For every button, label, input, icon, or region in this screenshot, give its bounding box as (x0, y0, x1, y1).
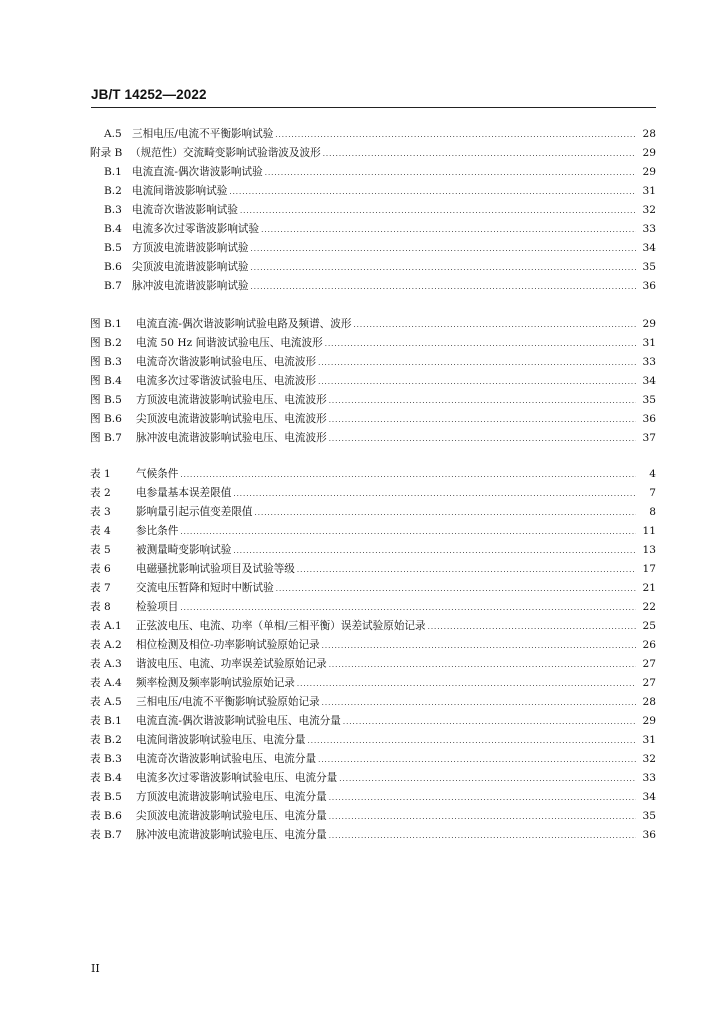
toc-leader-dots (180, 599, 636, 618)
toc-entry-title: 电流多次过零谐波试验电压、电流波形 (136, 375, 317, 387)
toc-entry-number: 图 B.6 (90, 413, 122, 425)
toc-entry-page: 27 (642, 658, 656, 670)
toc-entry[interactable] (90, 788, 656, 807)
toc-leader-dots (233, 542, 636, 561)
toc-entry-page: 36 (642, 829, 656, 841)
toc-leader-dots (325, 335, 636, 354)
toc-entry-page: 34 (642, 375, 656, 387)
toc-entry-number: 图 B.3 (90, 356, 122, 368)
toc-entry-title: 电流奇次谐波影响试验 (132, 204, 238, 216)
toc-entry-page: 33 (642, 223, 656, 235)
toc-entry-page: 26 (642, 639, 656, 651)
toc-entry-page: 17 (642, 563, 656, 575)
toc-entry-title: 三相电压/电流不平衡影响试验原始记录 (136, 696, 320, 708)
toc-entry[interactable] (90, 503, 656, 522)
toc-leader-dots (251, 278, 636, 297)
toc-entry-number: 表 B.7 (90, 829, 122, 841)
toc-entry-page: 33 (642, 356, 656, 368)
toc-leader-dots (297, 561, 636, 580)
toc-leader-dots (329, 392, 636, 411)
toc-entry[interactable] (90, 826, 656, 845)
toc-entry-page: 28 (642, 696, 656, 708)
toc-entry[interactable] (90, 353, 656, 372)
toc-entry[interactable] (90, 731, 656, 750)
toc-entry[interactable] (90, 465, 656, 484)
toc-leader-dots (240, 202, 636, 221)
toc-entry-number: 表 3 (90, 506, 111, 518)
toc-entry[interactable] (90, 334, 656, 353)
toc-entry-title: 电流直流-偶次谐波影响试验 (132, 166, 263, 178)
toc-entry[interactable] (90, 125, 656, 144)
toc-entry-page: 35 (642, 810, 656, 822)
toc-entry-page: 4 (649, 468, 656, 480)
toc-entry-title: 尖顶波电流谐波影响试验 (132, 261, 249, 273)
toc-entry-page: 35 (642, 394, 656, 406)
toc-entry-title: 电流间谐波影响试验 (132, 185, 228, 197)
toc-figures-section (90, 315, 656, 448)
toc-entry-title: 频率检测及频率影响试验原始记录 (136, 677, 295, 689)
toc-entry[interactable] (90, 598, 656, 617)
toc-entry-page: 13 (642, 544, 656, 556)
toc-leader-dots (322, 694, 636, 713)
toc-entry-title: 相位检测及相位-功率影响试验原始记录 (136, 639, 320, 651)
toc-entry-number: A.5 (104, 128, 122, 140)
toc-entry-page: 33 (642, 772, 656, 784)
toc-leader-dots (251, 240, 636, 259)
toc-entry-title: 尖顶波电流谐波影响试验电压、电流分量 (136, 810, 327, 822)
toc-entry[interactable] (90, 391, 656, 410)
toc-entry-title: 方顶波电流谐波影响试验 (132, 242, 249, 254)
toc-leader-dots (261, 221, 636, 240)
toc-entry-page: 21 (642, 582, 656, 594)
toc-entry-number: 表 8 (90, 601, 111, 613)
toc-entry-title: 电流直流-偶次谐波影响试验电路及频谱、波形 (136, 318, 352, 330)
toc-entry-number: 表 B.1 (90, 715, 122, 727)
toc-entry-page: 34 (642, 242, 656, 254)
toc-appendix-section (90, 125, 656, 296)
toc-leader-dots (180, 466, 636, 485)
page-number: II (91, 962, 100, 975)
toc-entry[interactable] (90, 579, 656, 598)
toc-entry-number: 图 B.4 (90, 375, 122, 387)
toc-entry-page: 28 (642, 128, 656, 140)
toc-leader-dots (329, 789, 636, 808)
toc-entry-title: 检验项目 (136, 601, 179, 613)
toc-leader-dots (329, 411, 636, 430)
toc-entry-title: 影响量引起示值变差限值 (136, 506, 253, 518)
toc-entry-number: 表 A.3 (90, 658, 122, 670)
toc-entry-number: B.6 (104, 261, 122, 273)
toc-entry-page: 35 (642, 261, 656, 273)
toc-entry-number: 表 B.2 (90, 734, 122, 746)
toc-entry-page: 29 (642, 166, 656, 178)
toc-entry-number: 图 B.5 (90, 394, 122, 406)
toc-entry[interactable] (90, 560, 656, 579)
toc-entry[interactable] (90, 769, 656, 788)
toc-entry[interactable] (90, 258, 656, 277)
toc-entry[interactable] (90, 636, 656, 655)
toc-entry-number: B.7 (104, 280, 122, 292)
toc-leader-dots (322, 637, 636, 656)
toc-entry-number: 表 4 (90, 525, 111, 537)
toc-entry-page: 31 (642, 337, 656, 349)
toc-entry[interactable] (90, 372, 656, 391)
toc-leader-dots (428, 618, 636, 637)
toc-entry-number: 表 B.4 (90, 772, 122, 784)
toc-leader-dots (229, 183, 636, 202)
toc-entry-number: 表 7 (90, 582, 111, 594)
toc-entry-number: 表 B.5 (90, 791, 122, 803)
toc-leader-dots (180, 523, 636, 542)
toc-entry[interactable] (90, 750, 656, 769)
toc-entry[interactable] (90, 655, 656, 674)
toc-entry-page: 32 (642, 753, 656, 765)
toc-entry-number: 表 A.2 (90, 639, 122, 651)
toc-entry[interactable] (90, 239, 656, 258)
toc-entry-number: B.2 (104, 185, 122, 197)
toc-entry-page: 27 (642, 677, 656, 689)
toc-entry-number: 表 B.6 (90, 810, 122, 822)
toc-leader-dots (339, 770, 636, 789)
toc-entry-number: 附录 B (90, 147, 123, 159)
toc-entry-page: 36 (642, 413, 656, 425)
toc-entry[interactable] (90, 315, 656, 334)
toc-entry-page: 11 (642, 525, 656, 537)
toc-entry-number: 图 B.7 (90, 432, 122, 444)
toc-leader-dots (318, 354, 636, 373)
header-rule (91, 107, 656, 108)
toc-entry-title: 电流间谐波影响试验电压、电流分量 (136, 734, 306, 746)
toc-entry[interactable] (90, 484, 656, 503)
toc-entry-title: 电磁骚扰影响试验项目及试验等级 (136, 563, 295, 575)
toc-leader-dots (265, 164, 636, 183)
toc-entry-title: 电流 50 Hz 间谐波试验电压、电流波形 (136, 337, 323, 349)
toc-leader-dots (297, 675, 636, 694)
toc-entry-title: 被测量畸变影响试验 (136, 544, 232, 556)
toc-entry-number: 表 A.1 (90, 620, 122, 632)
toc-leader-dots (353, 316, 636, 335)
toc-leader-dots (233, 485, 636, 504)
toc-entry[interactable] (90, 617, 656, 636)
toc-entry[interactable] (90, 522, 656, 541)
toc-entry-title: 脉冲波电流谐波影响试验电压、电流波形 (136, 432, 327, 444)
toc-entry[interactable] (90, 182, 656, 201)
toc-entry-page: 37 (642, 432, 656, 444)
toc-leader-dots (343, 713, 636, 732)
toc-entry[interactable] (90, 220, 656, 239)
toc-entry-number: 表 6 (90, 563, 111, 575)
toc-leader-dots (329, 430, 636, 449)
toc-entry-title: 电流奇次谐波影响试验电压、电流分量 (136, 753, 317, 765)
toc-entry[interactable] (90, 429, 656, 448)
toc-entry-number: 表 1 (90, 468, 111, 480)
toc-entry-title: 电流奇次谐波影响试验电压、电流波形 (136, 356, 317, 368)
toc-leader-dots (275, 126, 636, 145)
toc-leader-dots (318, 751, 636, 770)
toc-entry-title: 参比条件 (136, 525, 179, 537)
toc-entry[interactable] (90, 144, 656, 163)
toc-entry-page: 31 (642, 734, 656, 746)
toc-entry[interactable] (90, 693, 656, 712)
toc-tables-section (90, 465, 656, 845)
toc-entry-page: 8 (649, 506, 656, 518)
toc-entry-title: 三相电压/电流不平衡影响试验 (132, 128, 274, 140)
toc-entry-title: 方顶波电流谐波影响试验电压、电流分量 (136, 791, 327, 803)
toc-entry-number: 表 2 (90, 487, 111, 499)
toc-leader-dots (255, 504, 636, 523)
toc-entry-title: 电参量基本误差限值 (136, 487, 232, 499)
toc-entry-title: 交流电压暂降和短时中断试验 (136, 582, 274, 594)
toc-entry-title: 谐波电压、电流、功率误差试验原始记录 (136, 658, 327, 670)
toc-leader-dots (308, 732, 637, 751)
toc-entry-number: 图 B.1 (90, 318, 122, 330)
toc-entry-page: 31 (642, 185, 656, 197)
document-id-header: JB/T 14252—2022 (91, 87, 207, 102)
toc-entry-page: 7 (649, 487, 656, 499)
toc-entry-number: B.1 (104, 166, 122, 178)
toc-leader-dots (329, 827, 636, 846)
toc-entry-number: 表 A.4 (90, 677, 122, 689)
toc-entry-page: 36 (642, 280, 656, 292)
toc-entry-number: 表 B.3 (90, 753, 122, 765)
toc-entry-page: 32 (642, 204, 656, 216)
toc-entry-number: 图 B.2 (90, 337, 122, 349)
toc-entry-number: B.3 (104, 204, 122, 216)
toc-entry[interactable] (90, 807, 656, 826)
toc-leader-dots (251, 259, 636, 278)
toc-entry-page: 29 (642, 147, 656, 159)
toc-entry[interactable] (90, 201, 656, 220)
toc-leader-dots (329, 656, 636, 675)
toc-entry-title: 方顶波电流谐波影响试验电压、电流波形 (136, 394, 327, 406)
toc-entry-title: 尖顶波电流谐波影响试验电压、电流波形 (136, 413, 327, 425)
toc-entry[interactable] (90, 674, 656, 693)
toc-leader-dots (318, 373, 636, 392)
toc-entry-title: 电流直流-偶次谐波影响试验电压、电流分量 (136, 715, 341, 727)
toc-entry-page: 29 (642, 318, 656, 330)
toc-entry-number: B.5 (104, 242, 122, 254)
toc-entry-page: 25 (642, 620, 656, 632)
toc-entry-page: 34 (642, 791, 656, 803)
toc-entry[interactable] (90, 163, 656, 182)
toc-entry-title: 正弦波电压、电流、功率（单相/三相平衡）误差试验原始记录 (136, 620, 426, 632)
toc-entry-title: （规范性）交流畸变影响试验谐波及波形 (130, 147, 321, 159)
toc-entry-title: 脉冲波电流谐波影响试验 (132, 280, 249, 292)
toc-entry-title: 电流多次过零谐波影响试验电压、电流分量 (136, 772, 338, 784)
toc-entry[interactable] (90, 712, 656, 731)
toc-entry[interactable] (90, 410, 656, 429)
toc-entry-page: 29 (642, 715, 656, 727)
toc-entry-number: B.4 (104, 223, 122, 235)
toc-entry-title: 脉冲波电流谐波影响试验电压、电流分量 (136, 829, 327, 841)
toc-leader-dots (276, 580, 636, 599)
toc-entry[interactable] (90, 277, 656, 296)
toc-entry-title: 气候条件 (136, 468, 179, 480)
toc-entry[interactable] (90, 541, 656, 560)
toc-entry-number: 表 A.5 (90, 696, 122, 708)
toc-entry-title: 电流多次过零谐波影响试验 (132, 223, 260, 235)
toc-leader-dots (329, 808, 636, 827)
toc-entry-page: 22 (642, 601, 656, 613)
toc-entry-number: 表 5 (90, 544, 111, 556)
toc-leader-dots (323, 145, 636, 164)
